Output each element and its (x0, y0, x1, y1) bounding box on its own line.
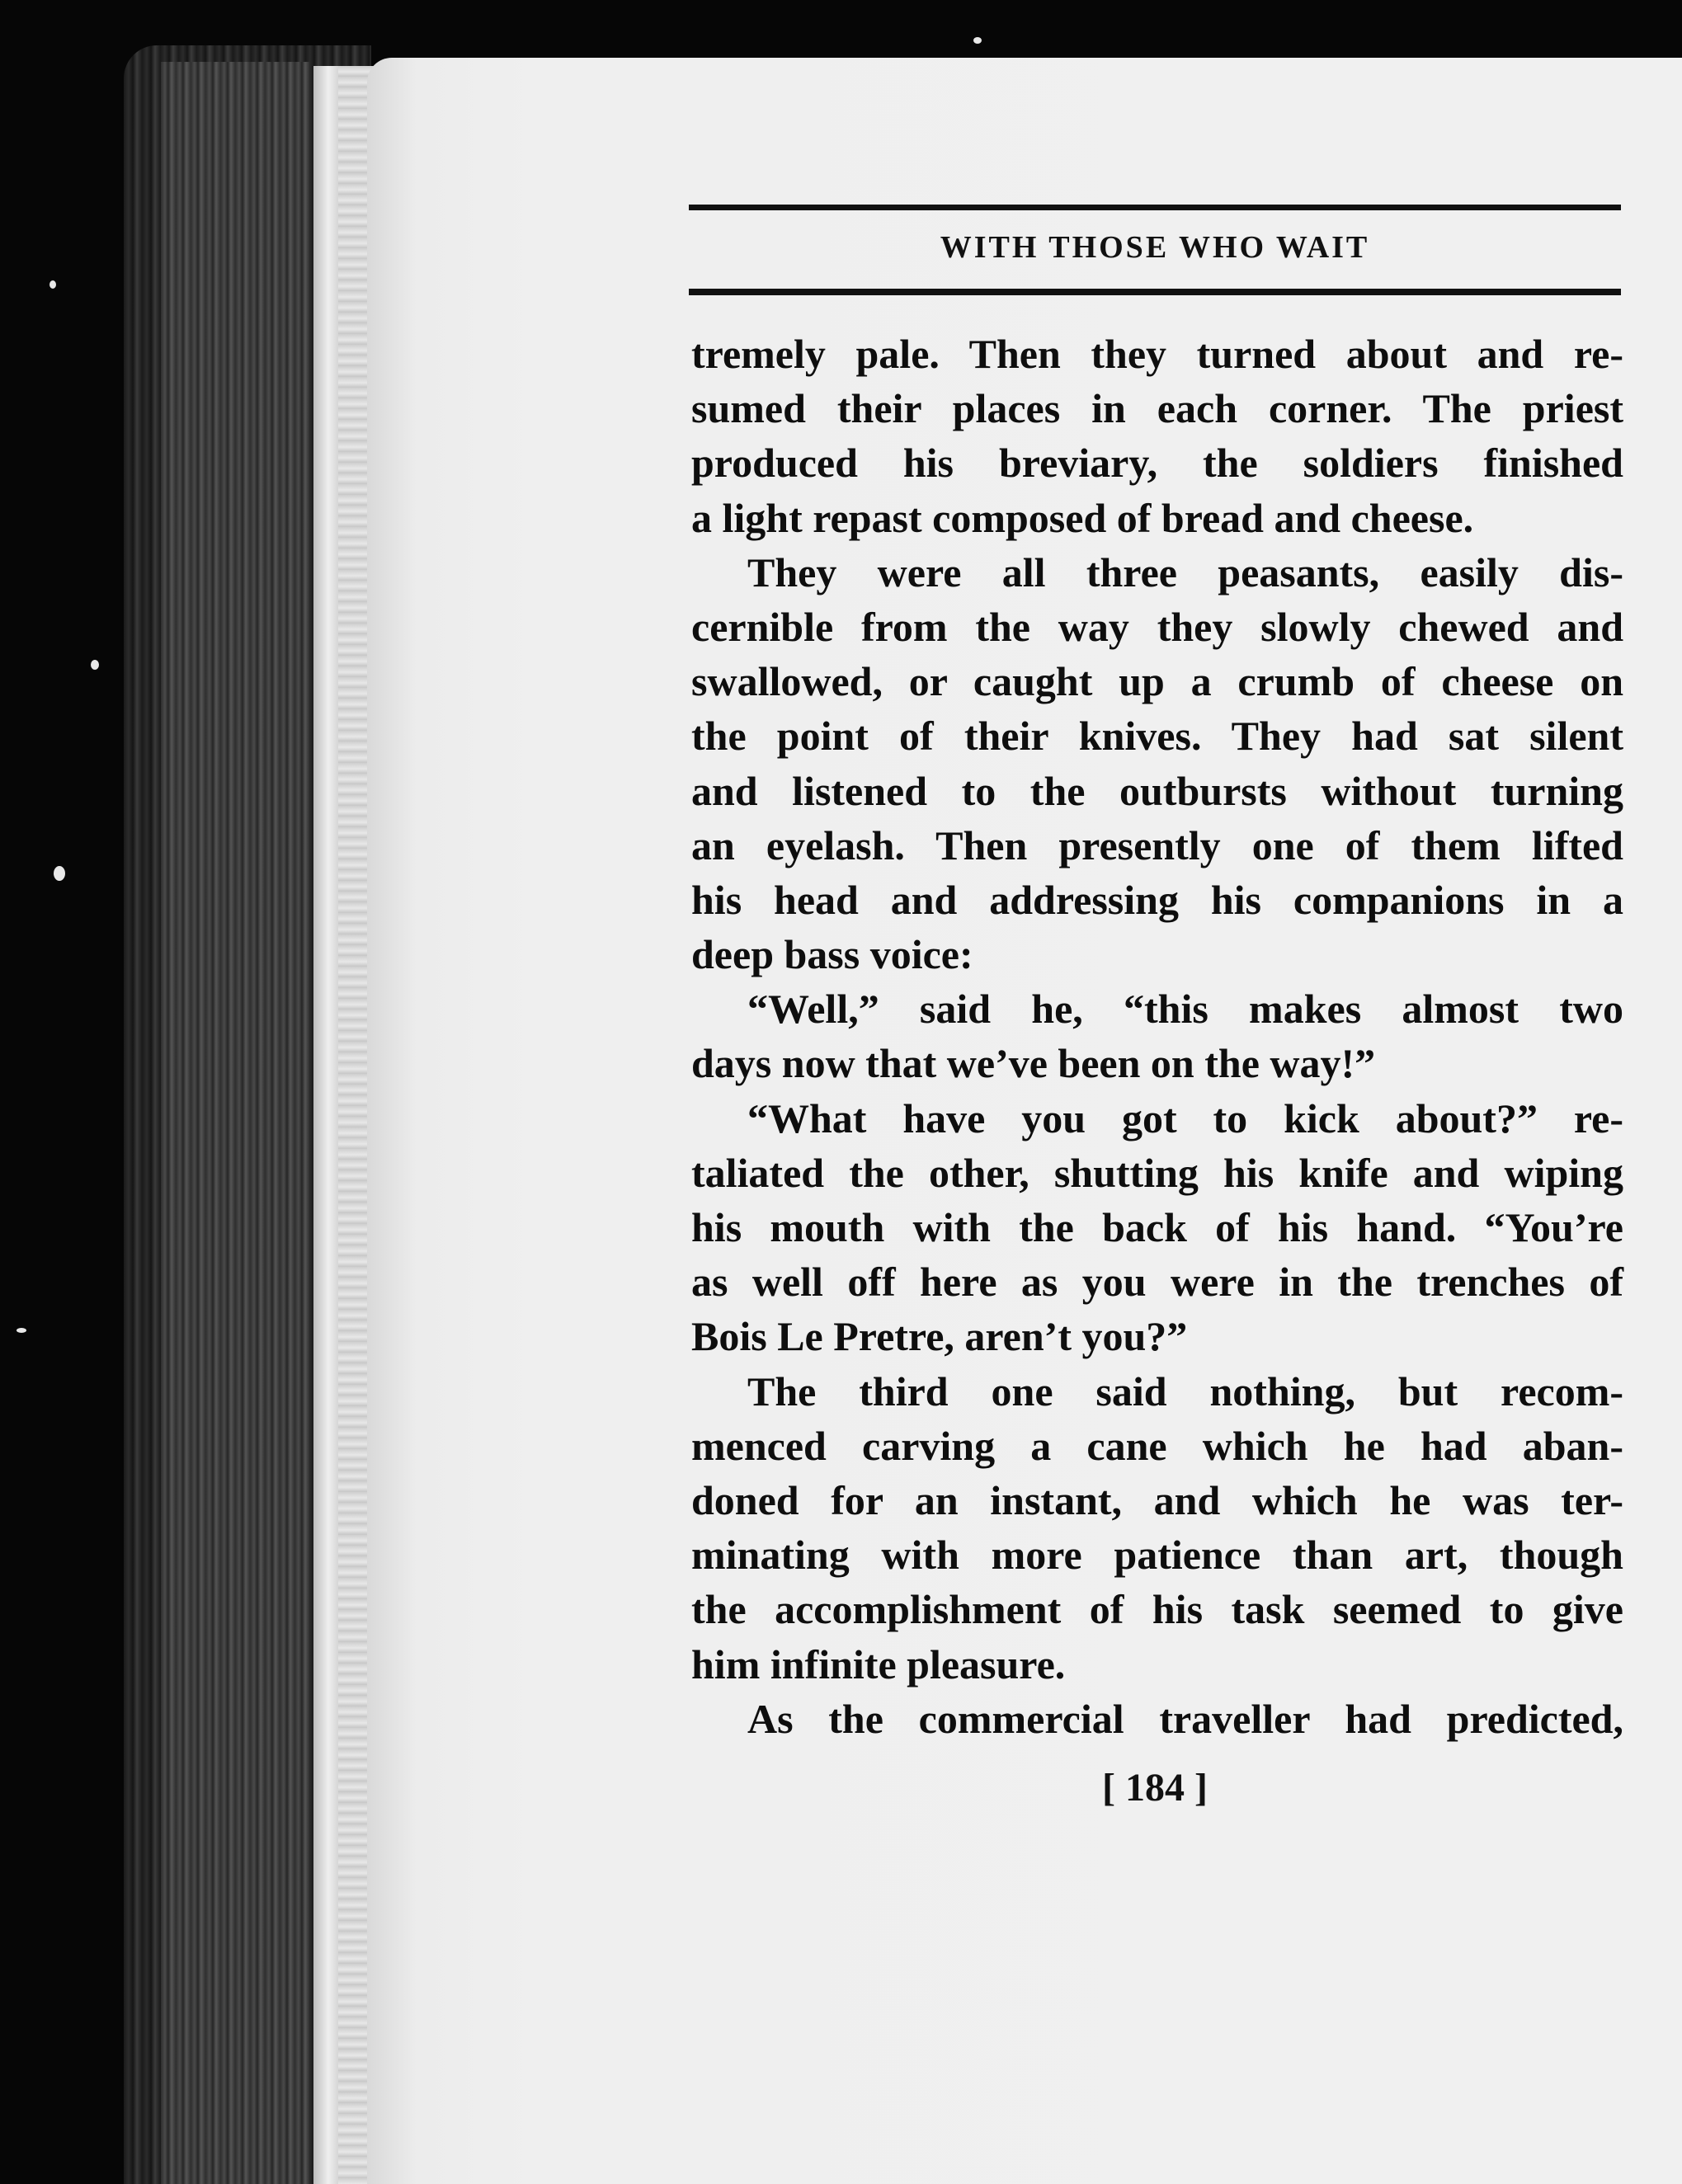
text-line: taliated the other, shutting his knife and wiping (691, 1149, 1623, 1196)
text-line: The third one said nothing, but recom- (747, 1367, 1623, 1414)
text-line: Bois Le Pretre, aren’t you?” (691, 1313, 1188, 1360)
text-line: an eyelash. Then presently one of them lifted (691, 821, 1623, 868)
text-line: They were all three peasants, easily dis- (747, 548, 1623, 595)
header-rule-top (689, 205, 1621, 210)
text-line: cernible from the way they slowly chewed and (691, 603, 1623, 650)
text-line: sumed their places in each corner. The priest (691, 385, 1623, 432)
text-line: days now that we’ve been on the way!” (691, 1040, 1376, 1087)
text-line: swallowed, or caught up a crumb of cheese on (691, 658, 1623, 705)
text-line: his head and addressing his companions in a (691, 876, 1623, 923)
text-line: “What have you got to kick about?” re- (747, 1094, 1623, 1141)
text-line: him infinite pleasure. (691, 1640, 1066, 1687)
text-line: doned for an instant, and which he was ter- (691, 1476, 1623, 1523)
dust-speck (49, 280, 56, 289)
text-line: minating with more patience than art, though (691, 1532, 1623, 1579)
page-number: [ 184 ] (1102, 1766, 1208, 1810)
text-line: as well off here as you were in the trenches of (691, 1259, 1623, 1306)
dust-speck (16, 1328, 26, 1333)
dust-speck (54, 866, 65, 881)
text-line: produced his breviary, the soldiers finished (691, 440, 1623, 487)
text-line: and listened to the outbursts without turning (691, 767, 1623, 814)
header-rule-bottom (689, 289, 1621, 295)
text-line: “Well,” said he, “this makes almost two (747, 986, 1623, 1033)
text-line: deep bass voice: (691, 931, 973, 978)
text-line: a light repast composed of bread and cheese. (691, 494, 1474, 541)
body-text (691, 327, 1623, 1746)
text-line: the point of their knives. They had sat silent (691, 713, 1623, 760)
page-block-edge (161, 62, 309, 2184)
running-head: WITH THOSE WHO WAIT (940, 230, 1370, 265)
text-line: his mouth with the back of his hand. “You’re (691, 1204, 1623, 1250)
text-line: tremely pale. Then they turned about and re- (691, 331, 1623, 377)
dust-speck (973, 37, 982, 44)
dust-speck (91, 660, 99, 670)
text-line: As the commercial traveller had predicted, (747, 1695, 1623, 1742)
page-edge (313, 66, 338, 2184)
text-line: menced carving a cane which he had aban- (691, 1422, 1623, 1469)
text-line: the accomplishment of his task seemed to give (691, 1586, 1623, 1633)
